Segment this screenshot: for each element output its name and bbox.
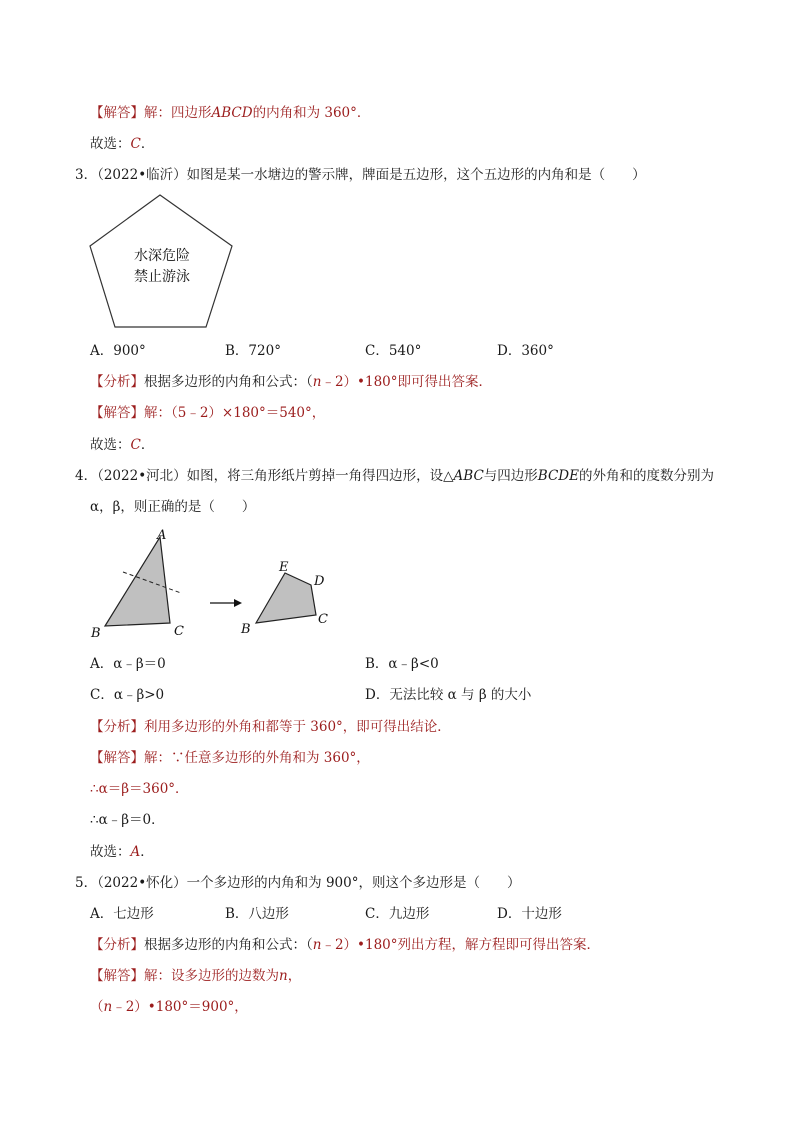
triangle-abc	[105, 537, 170, 626]
q3-choose: 故选：C．	[90, 437, 155, 453]
q3-option-a: A．900°	[90, 343, 146, 359]
q5-option-b: B．八边形	[225, 906, 289, 922]
q3-analysis: 【分析】根据多边形的内角和公式：（n﹣2）•180°即可得出答案．	[90, 374, 493, 390]
q4-option-d: D．无法比较 α 与 β 的大小	[365, 687, 532, 703]
answer-tag: 【解答】	[90, 105, 144, 121]
q4-figure	[85, 525, 345, 645]
q4-choose: 故选：A．	[90, 844, 154, 860]
prev-choose-line: 故选：C．	[90, 136, 155, 152]
label-c2: C	[318, 612, 328, 627]
label-b2: B	[241, 622, 251, 637]
q5-option-d: D．十边形	[497, 906, 562, 922]
q5-equation: （n﹣2）•180°＝900°，	[90, 999, 248, 1015]
q4-stem-line2: α，β，则正确的是（ ）	[90, 499, 256, 515]
label-d: D	[314, 574, 325, 589]
sign-line-2: 禁止游泳	[134, 269, 190, 285]
prev-answer-line: 【解答】解：四边形ABCD的内角和为 360°．	[90, 105, 371, 121]
label-b: B	[91, 626, 101, 641]
q4-stem-line1: 4．（2022•河北）如图，将三角形纸片剪掉一角得四边形，设△ABC与四边形BCDE的外角和的度数分别为	[75, 468, 714, 484]
q5-answer: 【解答】解：设多边形的边数为n，	[90, 968, 302, 984]
quadrilateral-bcde	[256, 573, 316, 623]
q3-option-c: C．540°	[365, 343, 422, 359]
q4-line3: ∴α﹣β＝0．	[90, 812, 165, 828]
q4-answer: 【解答】解：∵任意多边形的外角和为 360°，	[90, 750, 370, 766]
sign-line-1: 水深危险	[134, 248, 190, 264]
q5-option-c: C．九边形	[365, 906, 430, 922]
q3-answer: 【解答】解：（5﹣2）×180°＝540°，	[90, 405, 326, 421]
q3-option-b: B．720°	[225, 343, 281, 359]
q4-option-a: A．α﹣β＝0	[90, 656, 166, 672]
arrow-head	[234, 599, 242, 607]
q3-stem: 3．（2022•临沂）如图是某一水塘边的警示牌，牌面是五边形，这个五边形的内角和是（ ）	[75, 167, 646, 183]
q4-option-b: B．α﹣β<0	[365, 656, 439, 672]
q5-stem: 5．（2022•怀化）一个多边形的内角和为 900°，则这个多边形是（ ）	[75, 875, 521, 891]
label-e: E	[279, 560, 289, 575]
label-a: A	[157, 528, 167, 543]
q5-analysis: 【分析】根据多边形的内角和公式：（n﹣2）•180°列出方程，解方程即可得出答案．	[90, 937, 601, 953]
q3-pentagon-figure	[80, 190, 270, 334]
q4-analysis: 【分析】利用多边形的外角和都等于 360°，即可得出结论．	[90, 719, 451, 735]
q4-option-c: C．α﹣β>0	[90, 687, 165, 703]
q4-line2: ∴α＝β＝360°．	[90, 781, 189, 797]
q3-option-d: D．360°	[497, 343, 554, 359]
q5-option-a: A．七边形	[90, 906, 154, 922]
label-c: C	[174, 624, 184, 639]
